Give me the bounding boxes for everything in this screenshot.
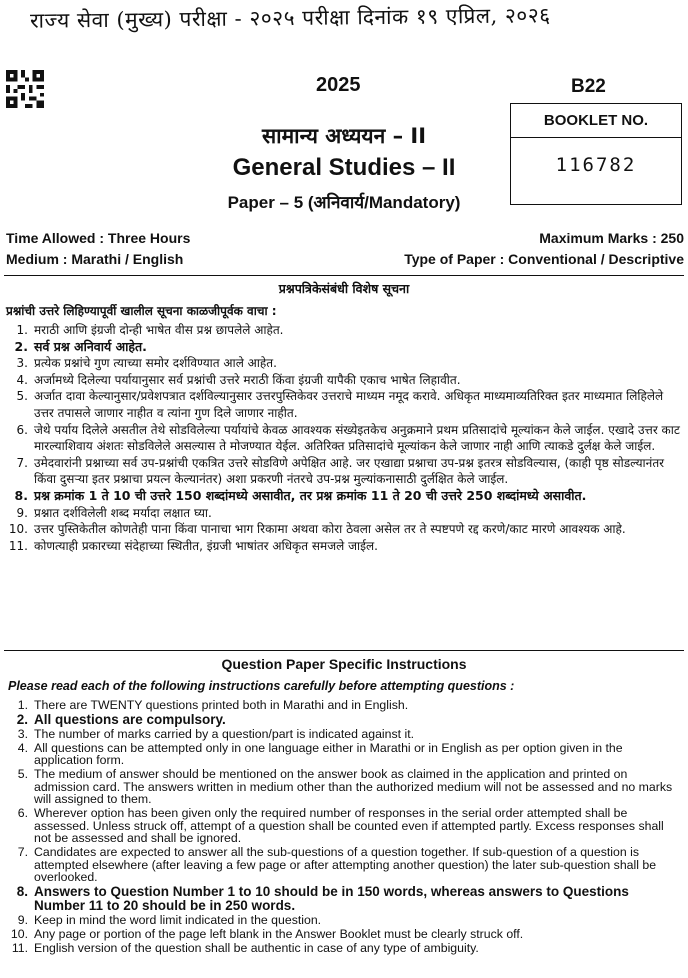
maximum-marks: Maximum Marks : 250	[539, 230, 684, 246]
booklet-label: BOOKLET NO.	[511, 104, 681, 138]
english-instructions-heading: Question Paper Specific Instructions	[221, 656, 467, 672]
list-item: 7. उमेदवारांनी प्रश्नाच्या सर्व उप-प्रश्नांची एकत्रित उत्तरे सोडविणे अपेक्षित आहे. जर एखाद्या प्रश्नाचा उप-प्रश्न इतरत्र सोडविल्यास, (काही पृष्ठ सोडल्यानंतर किंवा दुसऱ्या इतर प्रश्नाचा प्रयत्न केल्यानंतर) अशा प्रकरणी नंतरचे उप-प्रश्न मुल्यांकनासाठी दुर्लक्षित केले जाईल.	[16, 455, 665, 487]
exam-year: 2025	[316, 74, 361, 96]
list-item: 6. Wherever option has been given only the required number of responses in the serial order attempted shall be assessed. Unless struck off, attempt of a question shall be counted even if attempted partly. Excess responses shall not be assessed and shall be ignored.	[17, 806, 664, 846]
list-item: 11. कोणत्याही प्रकारच्या संदेहाच्या स्थितीत, इंग्रजी भाषांतर अधिकृत समजले जाईल.	[8, 538, 378, 553]
subject-title-english: General Studies – II	[232, 154, 456, 181]
list-item: 6. जेथे पर्याय दिलेले असतील तेथे सोडविलेल्या पर्यायांचे केवळ आवश्यक संख्येइतकेच अनुक्रमाने प्रथम प्रतिसादांचे मूल्यांकन केले जाईल. एखादे उत्तर काट मारल्याशिवाय अंशतः सोडविलेले असल्यास ते मोजण्यात येईल. अतिरिक्त प्रतिसादांचे मूल्यांकन केले जाणार नाही आणि त्याकडे दुर्लक्ष केले जाईल.	[16, 422, 680, 454]
list-item: 5. The medium of answer should be mentioned on the answer book as claimed in the application and printed on admission card. The answers written in medium other than the authorized medium will not be assessed and no marks will assigned to them.	[17, 767, 673, 807]
handwritten-note: राज्य सेवा (मुख्य) परीक्षा - २०२५ परीक्षा दिनांक १९ एप्रिल, २०२६	[29, 3, 551, 33]
time-allowed: Time Allowed : Three Hours	[6, 230, 191, 246]
series-code: B22	[571, 76, 606, 97]
list-item: 2. All questions are compulsory.	[16, 711, 226, 727]
type-of-paper: Type of Paper : Conventional / Descriptive	[404, 251, 684, 267]
list-item: 1. मराठी आणि इंग्रजी दोन्ही भाषेत वीस प्रश्न छापलेले आहेत.	[16, 323, 284, 337]
list-item: 2. सर्व प्रश्न अनिवार्य आहेत.	[14, 338, 147, 354]
list-item: 3. The number of marks carried by a question/part is indicated against it.	[17, 726, 415, 741]
list-item: 4. अर्जामध्ये दिलेल्या पर्यायानुसार सर्व प्रश्नांची उत्तरे मराठी किंवा इंग्रजी यापैकी एकाच भाषेत लिहावीत.	[16, 372, 461, 387]
subject-title-marathi: सामान्य अध्ययन – II	[261, 124, 427, 148]
list-item: 1. There are TWENTY questions printed both in Marathi and in English.	[17, 698, 409, 712]
english-instructions-list	[6, 699, 682, 956]
divider	[4, 275, 684, 276]
list-item: 9. Keep in mind the word limit indicated in the question.	[17, 913, 322, 928]
marathi-instructions-list	[6, 322, 682, 554]
list-item: 9. प्रश्नात दर्शविलेली शब्द मर्यादा लक्षात घ्या.	[16, 505, 212, 520]
paper-label: Paper – 5 (अनिवार्य/Mandatory)	[227, 193, 461, 212]
list-item: 5. अर्जात दावा केल्यानुसार/प्रवेशपत्रात दर्शविल्यानुसार उत्तरपुस्तिकेवर उत्तराचे माध्यम नमूद करावे. अधिकृत माध्यमाव्यतिरिक्त इतर माध्यमात लिहिलेले उत्तर तपासले जाणार नाहीत व त्यांना गुण दिले जाणार नाहीत.	[16, 389, 664, 420]
qr-code-icon	[6, 70, 44, 108]
list-item: 10. उत्तर पुस्तिकेतील कोणतेही पाना किंवा पानाचा भाग रिकामा अथवा कोरा ठेवला असेल तर ते स्पष्टपणे रद्द करणे/काट मारणे आवश्यक आहे.	[8, 522, 626, 537]
list-item: 8. प्रश्न क्रमांक 1 ते 10 ची उत्तरे 150 शब्दांमध्ये असावीत, तर प्रश्न क्रमांक 11 ते 20 ची उत्तरे 250 शब्दांमध्ये असावीत.	[14, 487, 587, 503]
list-item: 10. Any page or portion of the page left blank in the Answer Booklet must be clearly struck off.	[10, 927, 524, 941]
booklet-number: 116782	[555, 154, 637, 176]
marathi-instructions-intro: प्रश्नांची उत्तरे लिहिण्यापूर्वी खालील सूचना काळजीपूर्वक वाचा :	[6, 304, 277, 318]
marathi-instructions-heading: प्रश्नपत्रिकेसंबंधी विशेष सूचना	[278, 281, 410, 296]
list-item: 11. English version of the question shall be authentic in case of any type of ambiguity.	[11, 940, 479, 955]
medium: Medium : Marathi / English	[6, 251, 184, 267]
list-item: 8. Answers to Question Number 1 to 10 should be in 150 words, whereas answers to Questions Number 11 to 20 should be in 250 words.	[16, 884, 629, 914]
english-instructions-intro: Please read each of the following instructions carefully before attempting questions :	[8, 679, 515, 693]
divider	[4, 650, 684, 651]
list-item: 7. Candidates are expected to answer all the sub-questions of a question together. If sub-question of a question is attempted elsewhere (after leaving a few page or after attempting another question) the later sub-question shall be overlooked.	[17, 845, 657, 885]
list-item: 3. प्रत्येक प्रश्नांचे गुण त्याच्या समोर दर्शविण्यात आले आहेत.	[16, 356, 277, 371]
list-item: 4. All questions can be attempted only in one language either in Marathi or in English as per option given in the application form.	[17, 740, 623, 768]
